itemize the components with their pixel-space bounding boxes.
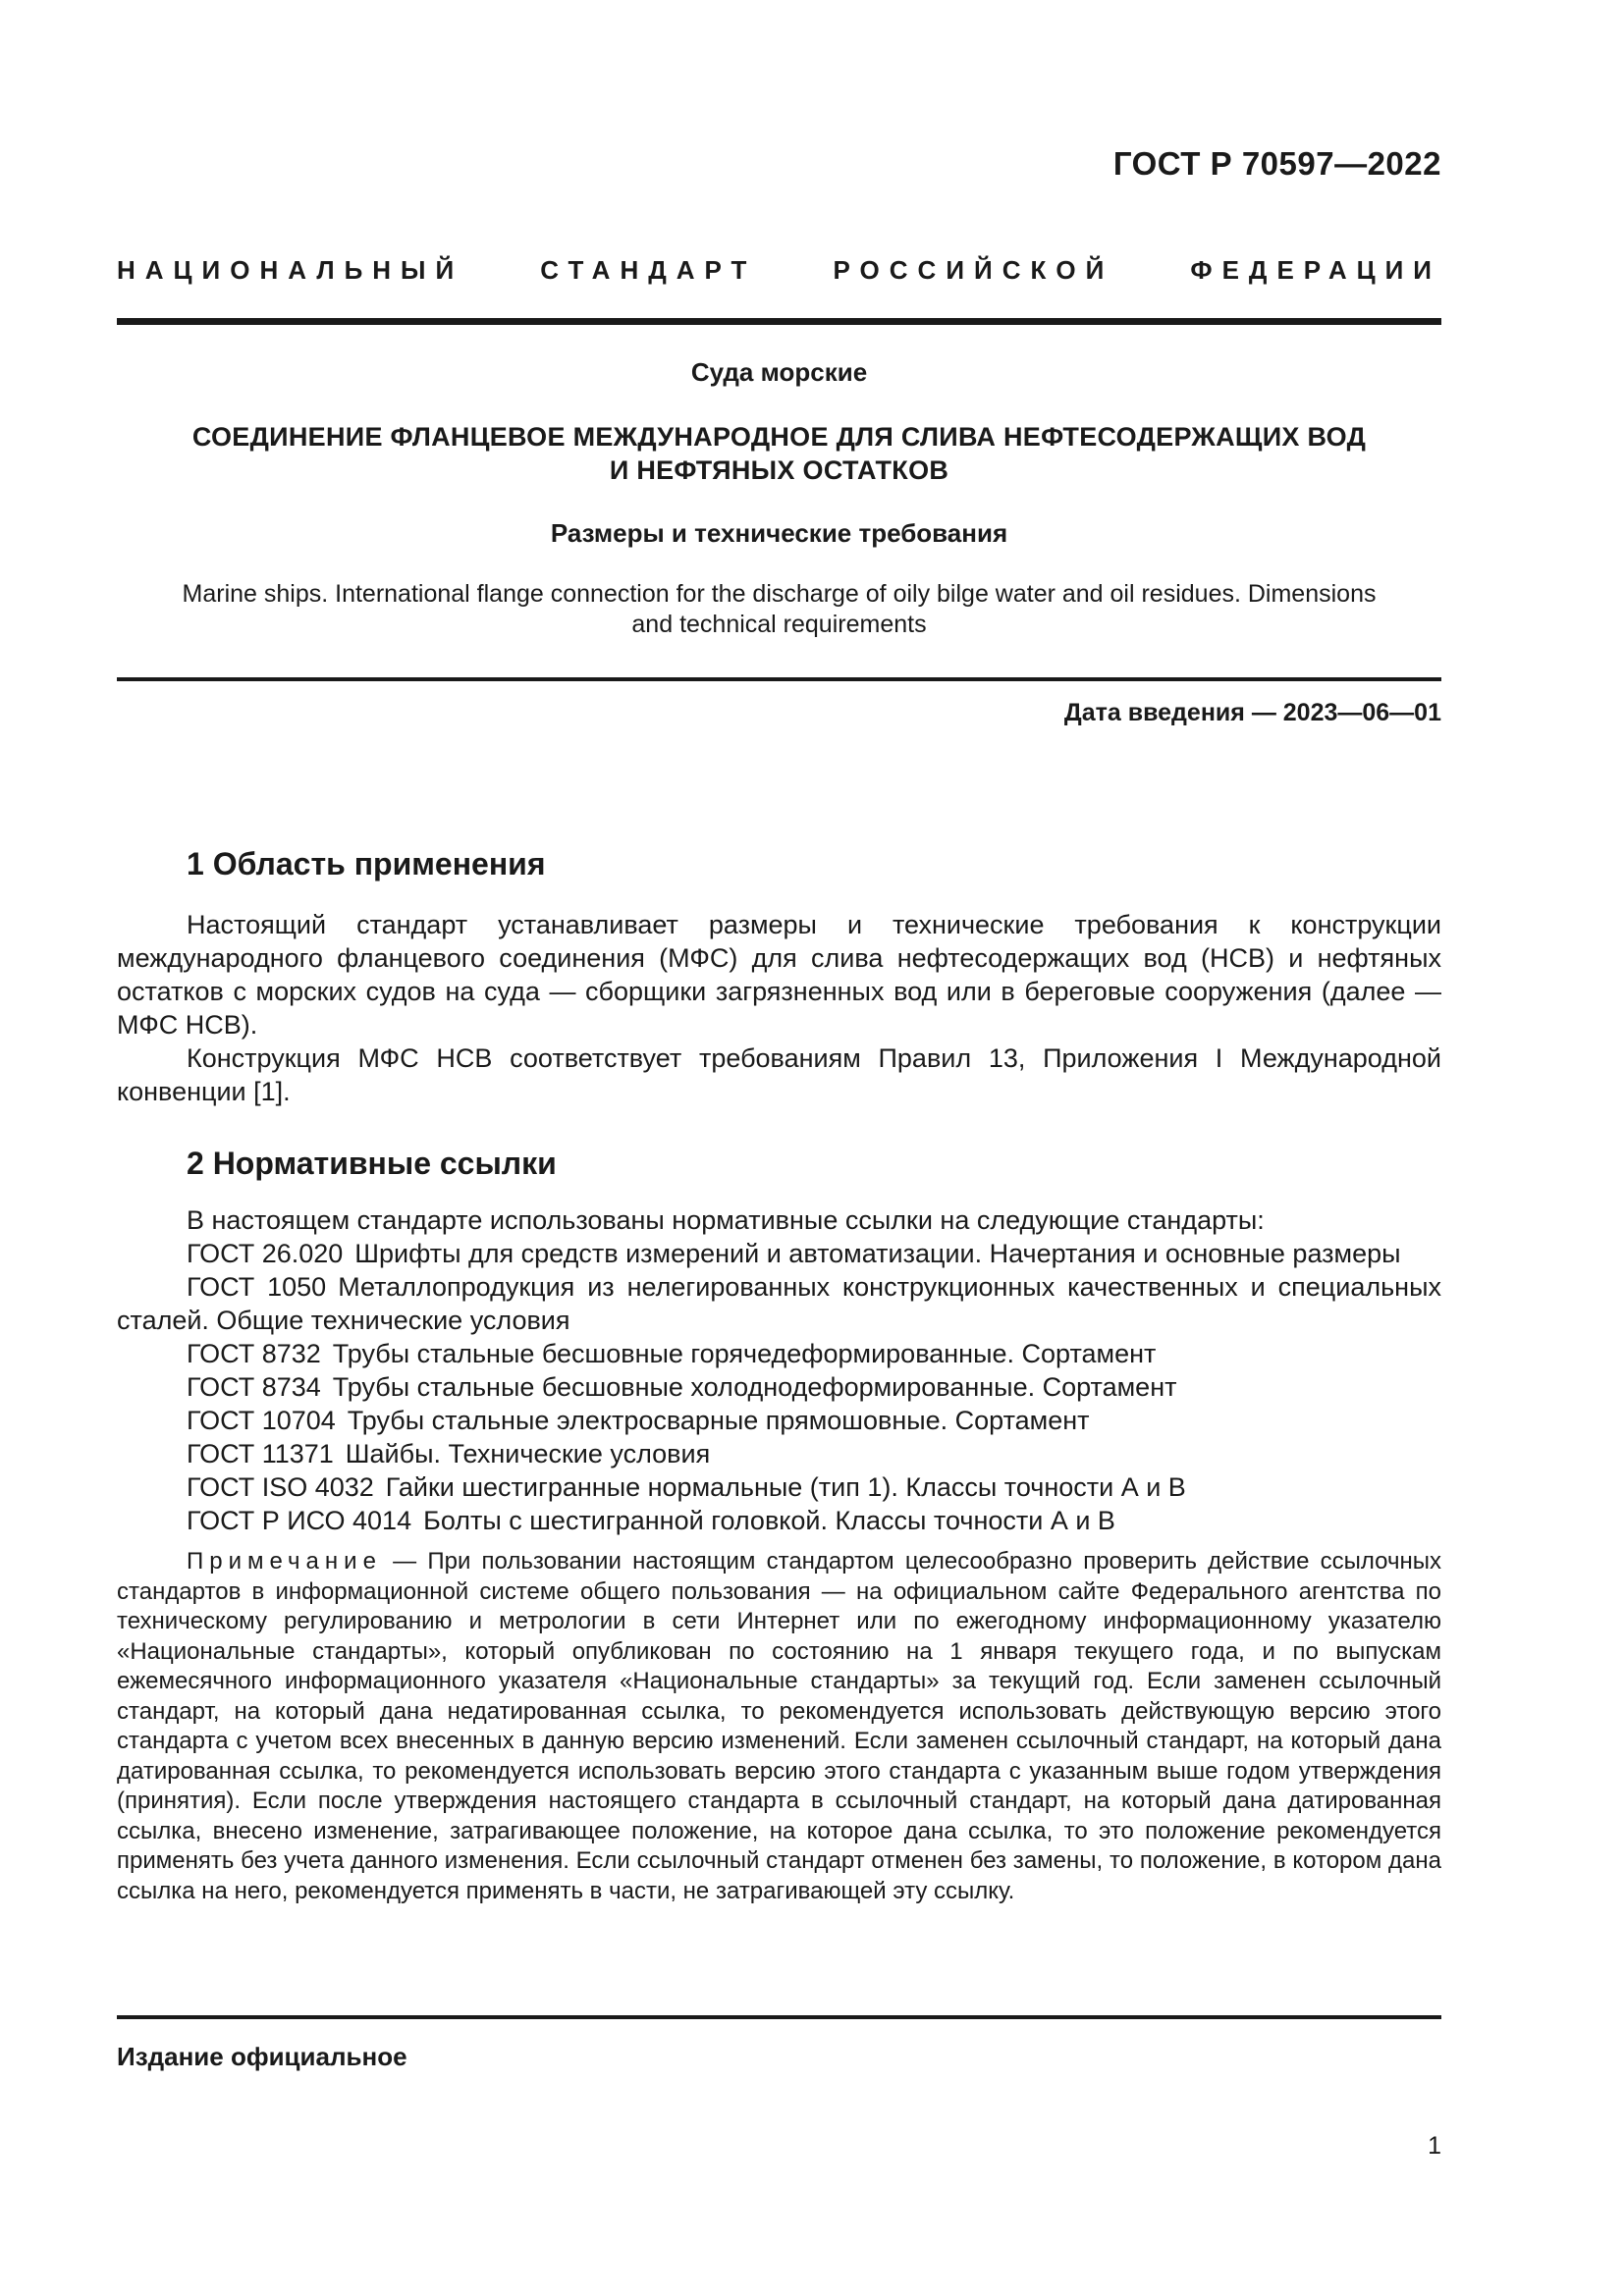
- section-2-heading: 2 Нормативные ссылки: [187, 1146, 557, 1181]
- section-2-intro: В настоящем стандарте использованы нормативные ссылки на следующие стандарты:: [187, 1205, 1265, 1235]
- reference-text: Металлопродукция из нелегированных конструкционных качественных и специальных сталей. Общие технические условия: [117, 1272, 1441, 1335]
- english-title-line-2: and technical requirements: [631, 611, 927, 638]
- reference-item: [117, 1504, 1441, 1537]
- reference-text: Трубы стальные бесшовные горячедеформированные. Сортамент: [332, 1339, 1157, 1368]
- reference-code: ГОСТ 26.020: [187, 1239, 344, 1268]
- note-label: Примечание: [187, 1548, 382, 1575]
- reference-code: ГОСТ 1050: [187, 1272, 327, 1302]
- introduction-date: Дата введения — 2023—06—01: [1063, 699, 1441, 726]
- reference-text: Трубы стальные бесшовные холоднодеформированные. Сортамент: [332, 1372, 1177, 1402]
- edition-label: Издание официальное: [117, 2042, 407, 2071]
- reference-code: ГОСТ 11371: [187, 1439, 334, 1468]
- document-subtitle-2: Размеры и технические требования: [550, 518, 1008, 548]
- note-text: — При пользовании настоящим стандартом целесообразно проверить действие ссылочных стандартов в информационной системе общего пользования — на официальном сайте Федерального агентства по техническому регулированию и метрологии в сети Интернет или по ежегодному информационному указателю «Национальные стандарты», который опубликован по состоянию на 1 января текущего года, и по выпускам ежемесячного информационного указателя «Национальные стандарты» за текущий год. Если заменен ссылочный стандарт, на который дана недатированная ссылка, то рекомендуется использовать действующую версию этого стандарта с учетом всех внесенных в данную версию изменений. Если заменен ссылочный стандарт, на который дана датированная ссылка, то рекомендуется использовать версию этого стандарта с указанным выше годом утверждения (принятия). Если после утверждения настоящего стандарта в ссылочный стандарт, на который дана датированная ссылка, внесено изменение, затрагивающее положение, на которое дана ссылка, то это положение рекомендуется применять без учета данного изменения. Если ссылочный стандарт отменен без замены, то положение, в котором дана ссылка на него, рекомендуется применять в части, не затрагивающей эту ссылку.: [117, 1548, 1441, 1904]
- reference-item: [117, 1337, 1441, 1370]
- section-1-paragraph-2: Конструкция МФС НСВ соответствует требованиям Правил 13, Приложения I Международной конвенции [1].: [117, 1043, 1441, 1106]
- reference-code: ГОСТ 8734: [187, 1372, 321, 1402]
- reference-item: [117, 1270, 1441, 1337]
- national-standard-heading: НАЦИОНАЛЬНЫЙ СТАНДАРТ РОССИЙСКОЙ ФЕДЕРАЦИИ: [117, 255, 1441, 285]
- document-title: [117, 420, 1441, 487]
- thick-divider: [117, 318, 1441, 325]
- reference-text: Шайбы. Технические условия: [345, 1439, 711, 1468]
- reference-code: ГОСТ 8732: [187, 1339, 321, 1368]
- reference-code: ГОСТ 10704: [187, 1406, 336, 1435]
- page-number: 1: [1428, 2132, 1441, 2160]
- reference-text: Гайки шестигранные нормальные (тип 1). Классы точности А и В: [385, 1472, 1186, 1502]
- reference-item: [117, 1237, 1441, 1270]
- section-1-body: [117, 908, 1441, 1108]
- reference-item: [117, 1470, 1441, 1504]
- reference-text: Шрифты для средств измерений и автоматизации. Начертания и основные размеры: [354, 1239, 1401, 1268]
- english-title: [167, 579, 1391, 640]
- reference-code: ГОСТ Р ИСО 4014: [187, 1506, 412, 1535]
- section-1-heading: 1 Область применения: [187, 846, 546, 881]
- document-subtitle: Суда морские: [690, 357, 868, 387]
- reference-text: Трубы стальные электросварные прямошовные. Сортамент: [347, 1406, 1090, 1435]
- footer-divider: [117, 2015, 1441, 2019]
- reference-text: Болты с шестигранной головкой. Классы точности А и В: [423, 1506, 1115, 1535]
- reference-item: [117, 1404, 1441, 1437]
- reference-code: ГОСТ ISO 4032: [187, 1472, 374, 1502]
- note-paragraph: [117, 1547, 1441, 1906]
- title-line-2: И НЕФТЯНЫХ ОСТАТКОВ: [609, 455, 949, 485]
- section-1-paragraph-1: Настоящий стандарт устанавливает размеры и технические требования к конструкции международного фланцевого соединения (МФС) для слива нефтесодержащих вод (НСВ) и нефтяных остатков с морских судов на суда — сборщики загрязненных вод или в береговые сооружения (далее — МФС НСВ).: [117, 910, 1441, 1040]
- reference-item: [117, 1437, 1441, 1470]
- section-2-body: [117, 1203, 1441, 1537]
- reference-item: [117, 1370, 1441, 1404]
- title-line-1: СОЕДИНЕНИЕ ФЛАНЦЕВОЕ МЕЖДУНАРОДНОЕ ДЛЯ СЛИВА НЕФТЕСОДЕРЖАЩИХ ВОД: [191, 422, 1367, 452]
- title-divider: [117, 677, 1441, 681]
- english-title-line-1: Marine ships. International flange connection for the discharge of oily bilge water and oil residues. Dimensions: [182, 580, 1377, 608]
- standard-number: ГОСТ Р 70597—2022: [1112, 145, 1441, 182]
